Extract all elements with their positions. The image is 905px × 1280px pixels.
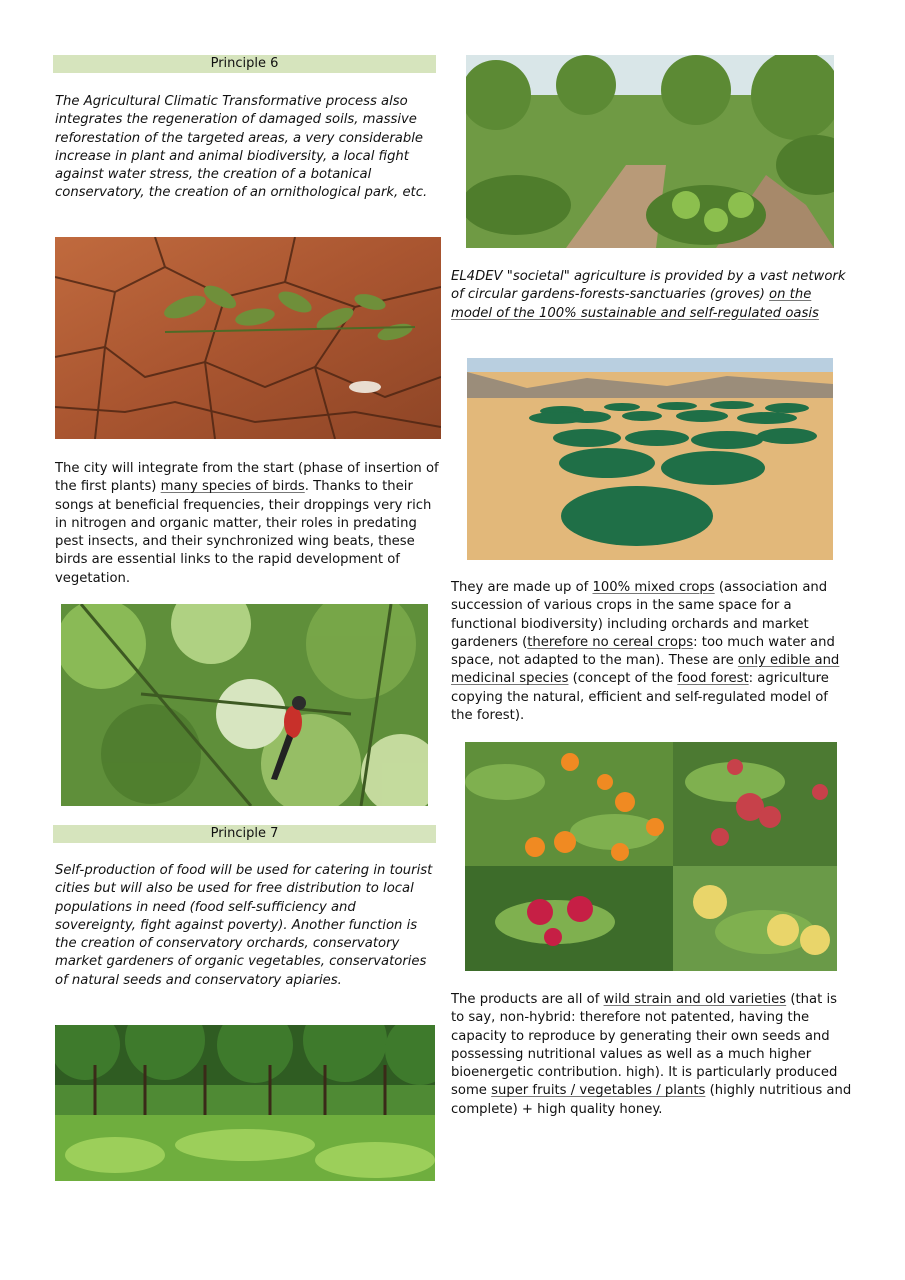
principle-6-heading: Principle 6 [53, 55, 436, 73]
mixed-crops-link[interactable]: 100% mixed crops [592, 580, 715, 595]
birds-paragraph: The city will integrate from the start (phase of insertion of the first plants) many species of birds. Thanks to their songs at beneficial frequencies, their droppings very rich in nitrogen and organic matter, their roles in predating pest insects, and their synchronized wing beats, these birds are essential links to the rapid development of vegetation. [55, 461, 439, 586]
desert-circular-fields-photo [467, 358, 833, 560]
super-fruits-link[interactable]: super fruits / vegetables / plants [491, 1083, 706, 1099]
edible-medicinal-link[interactable]: only edible and medicinal species [451, 653, 840, 687]
principle-7-intro: Self-production of food will be used for catering in tourist cities but will also be used for free distribution to local populations in need (food self-sufficiency and sovereignty, fight against poverty). Another function is the creation of conservatory orchards, conservatory market gardeners of organic vegetables, conservatories of natural seeds and conservatory apiaries. [55, 863, 433, 988]
oasis-link[interactable]: on the model of the 100% sustainable and self-regulated oasis [451, 287, 819, 321]
cracked-soil-photo [55, 237, 441, 439]
products-paragraph: The products are all of wild strain and old varieties (that is to say, non-hybrid: therefore not patented, having the capacity to reproduce by generating their own seeds and possessing nutritional values as well as a much higher bioenergetic contribution. high). It is particularly produced some super fruits / vegetables / plants (highly nutritious and complete) + high quality honey. [451, 992, 852, 1117]
birds-link[interactable]: many species of birds [160, 479, 305, 495]
crops-paragraph: They are made up of 100% mixed crops (association and succession of various crops in the same space for a functional biodiversity) including orchards and market gardeners (therefore no cereal crops: too much water and space, not adapted to the man). These are only edible and medicinal species (concept of the food forest: agriculture copying the natural, efficient and self-regulated model of the forest). [451, 580, 840, 724]
garden-photo [466, 55, 834, 248]
food-forest-link[interactable]: food forest [677, 671, 749, 687]
principle-6-intro: The Agricultural Climatic Transformative process also integrates the regeneration of damaged soils, massive reforestation of the targeted areas, a very considerable increase in plant and animal biodiversity, a local fight against water stress, the creation of a botanical conservatory, the creation of an ornithological park, etc. [55, 94, 428, 201]
fruits-collage-photo [465, 742, 837, 971]
bird-photo [61, 604, 428, 806]
no-cereal-crops-link[interactable]: therefore no cereal crops [527, 634, 694, 650]
principle-7-heading: Principle 7 [53, 825, 436, 843]
groves-paragraph: EL4DEV "societal" agriculture is provided by a vast network of circular gardens-forests-sanctuaries (groves) on the model of the 100% sustainable and self-regulated oasis [451, 269, 846, 321]
wild-strain-link[interactable]: wild strain and old varieties [603, 992, 787, 1007]
forest-orchard-photo [55, 1025, 435, 1181]
